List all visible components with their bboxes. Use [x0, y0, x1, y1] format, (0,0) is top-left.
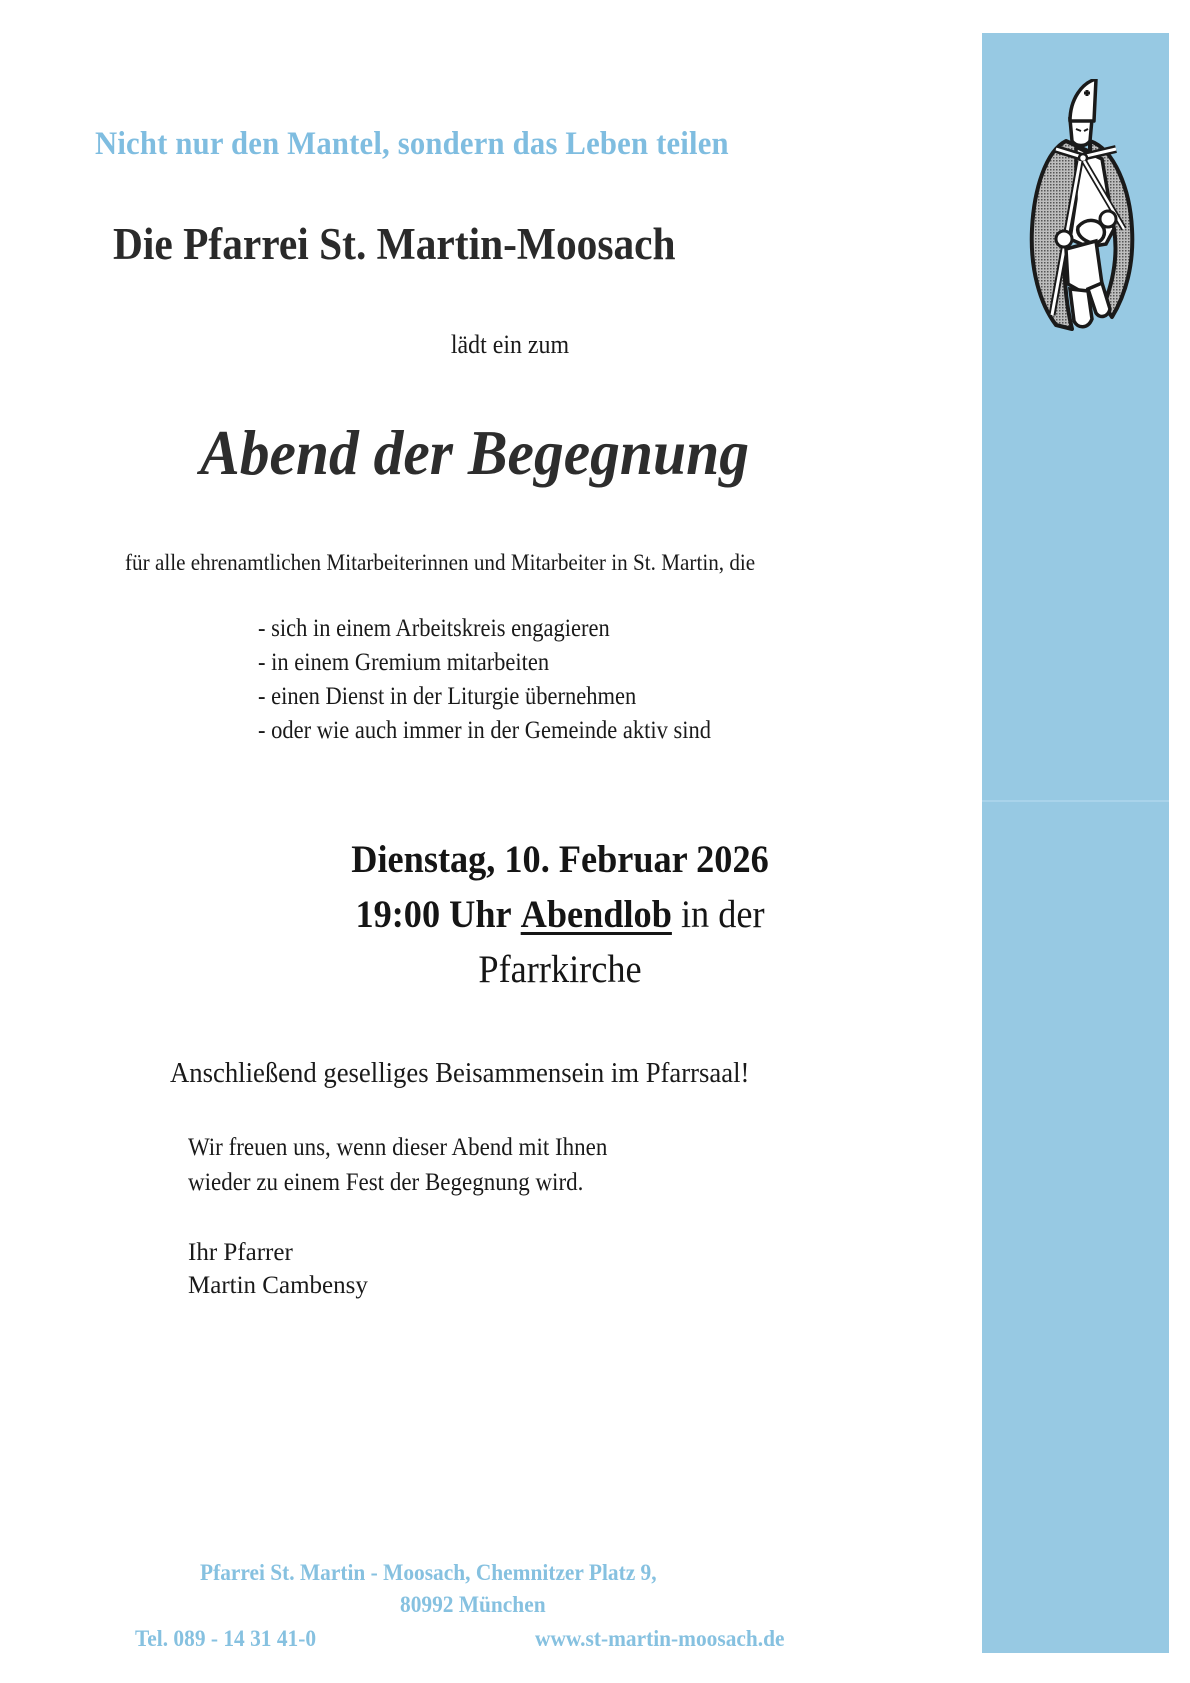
event-time: 19:00 Uhr [355, 893, 512, 936]
signature [188, 1236, 368, 1302]
motto: Nicht nur den Mantel, sondern das Leben teilen [95, 126, 729, 162]
footer-address-line-2: 80992 München [400, 1592, 546, 1617]
footer-address-line-1: Pfarrei St. Martin - Moosach, Chemnitzer Platz 9, [200, 1560, 657, 1585]
event-date: Dienstag, 10. Februar 2026 [351, 838, 769, 881]
audience-list [258, 612, 711, 748]
invite-line: lädt ein zum [450, 330, 570, 359]
event-title: Abend der Begegnung [200, 417, 749, 488]
afterwards-note: Anschließend geselliges Beisammensein im Pfarrsaal! [170, 1057, 750, 1089]
footer-website: www.st-martin-moosach.de [535, 1626, 785, 1651]
event-location: Pfarrkirche [478, 948, 642, 991]
parish-heading: Die Pfarrei St. Martin-Moosach [113, 219, 676, 269]
footer-phone: Tel. 089 - 14 31 41-0 [135, 1626, 317, 1651]
event-time-line [262, 887, 857, 942]
list-item: - sich in einem Arbeitskreis engagieren [258, 615, 610, 642]
list-item: - in einem Gremium mitarbeiten [258, 649, 550, 676]
signature-name: Martin Cambensy [188, 1272, 368, 1299]
greeting [188, 1130, 607, 1200]
event-service: Abendlob [520, 893, 672, 936]
list-item: - oder wie auch immer in der Gemeinde aktiv sind [258, 717, 711, 744]
greeting-line: wieder zu einem Fest der Begegnung wird. [188, 1169, 584, 1196]
signature-closing: Ihr Pfarrer [188, 1239, 293, 1266]
audience-intro: für alle ehrenamtlichen Mitarbeiterinnen und Mitarbeiter in St. Martin, die [125, 550, 756, 576]
greeting-line: Wir freuen uns, wenn dieser Abend mit Ihnen [188, 1134, 608, 1161]
event-location-prefix: in der [680, 893, 765, 936]
event-details [240, 832, 880, 997]
saint-martin-sharing-cloak-icon [1026, 79, 1138, 335]
list-item: - einen Dienst in der Liturgie übernehmen [258, 683, 637, 710]
side-strip [982, 33, 1169, 1653]
strip-seam [982, 800, 1169, 802]
